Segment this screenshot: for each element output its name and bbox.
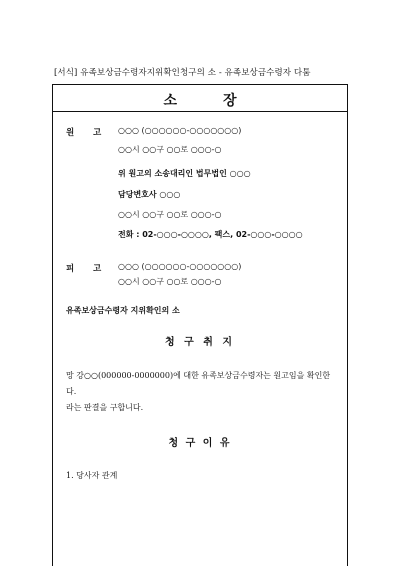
agent-address: ○○시 ○○구 ○○로 ○○○-○ [118,210,222,219]
document-title [0,90,400,110]
agent-contact: 전화 : 02-○○○-○○○○, 팩스, 02-○○○-○○○○ [118,230,303,239]
document-frame [52,84,348,566]
defendant-label-1: 피 [66,264,75,274]
form-caption: [서식] 유족보상금수령자지위확인청구의 소 - 유족보상금수령자 다툼 [54,68,311,78]
plaintiff-lawyer: 담당변호사 ○○○ [118,190,181,199]
case-name: 유족보상금수령자 지위확인의 소 [66,306,180,315]
title-rule [52,111,348,112]
reason-heading: 청 구 이 유 [168,438,232,449]
plaintiff-address: ○○시 ○○구 ○○로 ○○○-○ [118,145,222,154]
claim-heading: 청 구 취 지 [164,337,236,348]
plaintiff-label-1: 원 [66,128,75,138]
plaintiff-agent: 위 원고의 소송대리인 법무법인 ○○○ [118,169,251,178]
claim-line-2: 다. [66,387,77,396]
title-char-2: 장 [223,93,237,109]
defendant-label-2: 고 [93,264,102,274]
title-char-1: 소 [163,93,177,109]
claim-line-1: 망 강○○(000000-0000000)에 대한 유족보상금수령자는 원고임을 확인한 [66,371,331,380]
reason-item-1: 1. 당사자 관계 [66,471,118,480]
defendant-name: ○○○ (○○○○○○-○○○○○○○) [118,262,242,271]
plaintiff-label-2: 고 [93,128,102,138]
claim-line-3: 라는 판결을 구합니다. [66,403,144,412]
plaintiff-name: ○○○ (○○○○○○-○○○○○○○) [118,126,242,135]
defendant-address: ○○시 ○○구 ○○로 ○○○-○ [118,277,222,286]
